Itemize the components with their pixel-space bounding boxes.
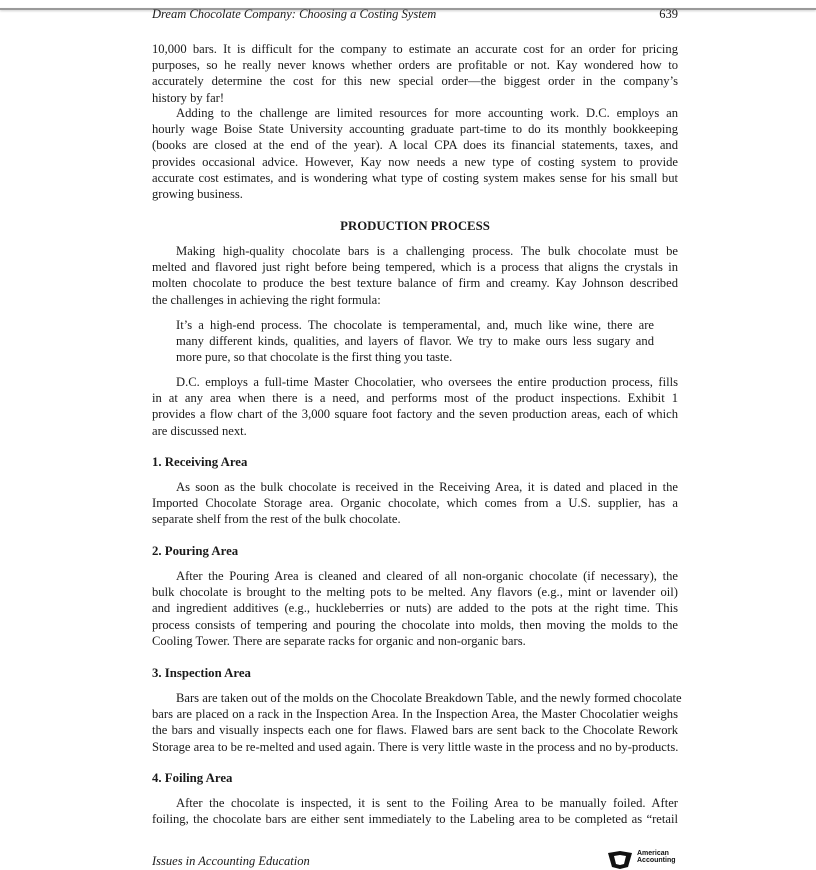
- text-line: growing business.: [152, 187, 243, 202]
- text-line: foiling, the chocolate bars are either sent immediately to the Labeling area to be completed as “retail: [152, 812, 678, 827]
- text-line: in at any area when there is a need, and performs most of the product inspections. Exhibit 1: [152, 391, 678, 406]
- text-line: melted and flavored just right before being tempered, which is a process that aligns the crystals in: [152, 260, 678, 275]
- section-heading: 4. Foiling Area: [152, 771, 233, 785]
- block-quote: [176, 317, 654, 366]
- text-line: After the chocolate is inspected, it is sent to the Foiling Area to be manually foiled. After: [176, 796, 678, 810]
- text-line: After the Pouring Area is cleaned and cleared of all non-organic chocolate (if necessary), the: [176, 569, 678, 583]
- text-line: and ingredient additives (e.g., huckleberries or nuts) are added to the pots at the right time. This: [152, 601, 678, 616]
- text-line: the challenges in achieving the right formula:: [152, 292, 381, 307]
- section-heading: 1. Receiving Area: [152, 455, 248, 469]
- text-line: many different kinds, qualities, and layers of flavor. We try to make ours less sugary and: [176, 334, 654, 349]
- text-line: bars are placed on a rack in the Inspection Area. In the Inspection Area, the Master Chocolatier weighs: [152, 707, 678, 722]
- text-line: accurately determine the cost for this new special order—the biggest order in the company’s: [152, 74, 678, 89]
- text-line: Cooling Tower. There are separate racks for organic and non-organic bars.: [152, 633, 526, 648]
- text-line: provides occasional advice. However, Kay now needs a new type of costing system to provide: [152, 154, 678, 169]
- text-line: are discussed next.: [152, 423, 247, 438]
- aaa-logo: [606, 850, 676, 870]
- text-line: It’s a high-end process. The chocolate is temperamental, and, much like wine, there are: [176, 318, 654, 332]
- text-line: process consists of tempering and pouring the chocolate into molds, then moving the molds to the: [152, 617, 678, 632]
- text-line: As soon as the bulk chocolate is received in the Receiving Area, it is dated and placed in the: [176, 480, 678, 494]
- text-line: hourly wage Boise State University accounting graduate part-time to do its monthly bookkeeping: [152, 122, 678, 137]
- paragraph: [152, 690, 682, 755]
- text-line: the bars and visually inspects each one for flaws. Flawed bars are sent back to the Chocolate Rework: [152, 723, 678, 738]
- section-heading: PRODUCTION PROCESS: [340, 219, 490, 233]
- text-line: Storage area to be re-melted and used again. There is very little waste in the process and no by-products.: [152, 739, 679, 754]
- text-line: Bars are taken out of the molds on the Chocolate Breakdown Table, and the newly formed chocolate: [176, 691, 682, 705]
- text-line: more pure, so that chocolate is the first thing you taste.: [176, 350, 453, 365]
- text-line: Adding to the challenge are limited resources for more accounting work. D.C. employs an: [176, 106, 678, 120]
- paragraph: [152, 41, 678, 106]
- text-line: Making high-quality chocolate bars is a challenging process. The bulk chocolate must be: [176, 244, 678, 258]
- paragraph: [152, 568, 678, 649]
- text-line: 10,000 bars. It is difficult for the company to estimate an accurate cost for an order for pricing: [152, 42, 678, 56]
- text-line: separate shelf from the rest of the bulk chocolate.: [152, 512, 401, 527]
- text-line: purposes, so he really never knows whether orders are profitable or not. Kay wondered how to: [152, 58, 678, 73]
- page-number: 639: [659, 7, 678, 21]
- paragraph: [152, 479, 678, 528]
- text-line: provides a flow chart of the 3,000 square foot factory and the seven production areas, each of which: [152, 407, 678, 422]
- text-line: accurate cost estimates, and is wondering what type of costing system makes sense for his small but: [152, 170, 678, 185]
- running-header-title: Dream Chocolate Company: Choosing a Costing System: [152, 7, 437, 21]
- paragraph: [152, 795, 678, 827]
- section-heading: 3. Inspection Area: [152, 666, 251, 680]
- paragraph: [152, 243, 678, 308]
- text-line: D.C. employs a full-time Master Chocolatier, who oversees the entire production process, fills: [176, 375, 678, 389]
- text-line: bulk chocolate is brought to the melting pots to be melted. Any flavors (e.g., mint or lavender oil): [152, 585, 678, 600]
- section-heading: 2. Pouring Area: [152, 544, 239, 558]
- text-line: molten chocolate to produce the best texture balance of firm and creamy. Kay Johnson described: [152, 276, 678, 291]
- paragraph: [152, 105, 678, 202]
- aaa-logo-icon: [606, 850, 634, 870]
- text-line: Imported Chocolate Storage area. Organic chocolate, which comes from a U.S. supplier, has a: [152, 496, 678, 511]
- text-line: history by far!: [152, 90, 225, 105]
- text-line: (books are closed at the end of the year). A local CPA does its financial statements, taxes, and: [152, 138, 678, 153]
- logo-text: American Accounting: [637, 850, 676, 864]
- paragraph: [152, 374, 678, 439]
- journal-name: Issues in Accounting Education: [152, 854, 310, 868]
